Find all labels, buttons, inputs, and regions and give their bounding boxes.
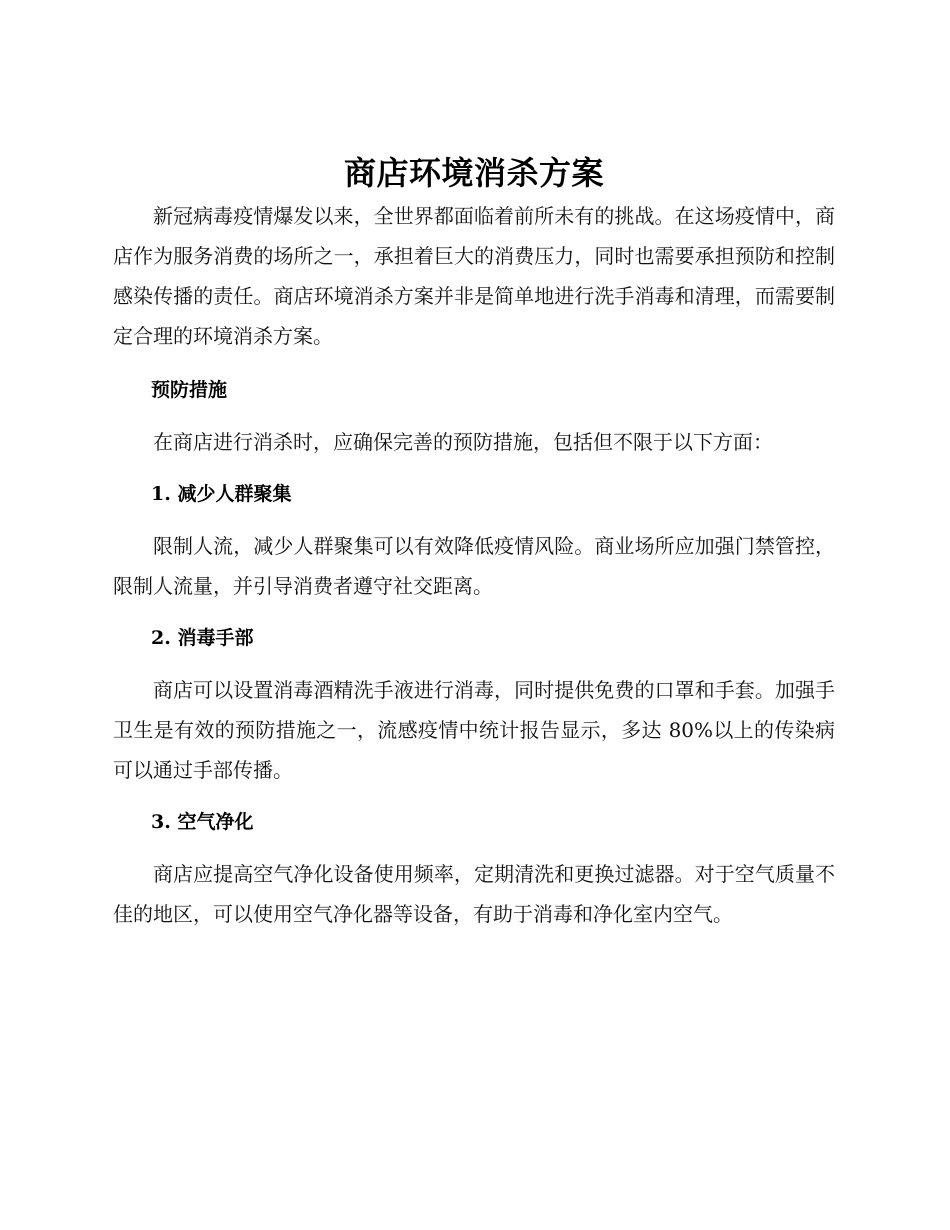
item-heading: 1. 减少人群聚集	[151, 483, 292, 505]
item-paragraph: 商店应提高空气净化设备使用频率，定期清洗和更换过滤器。对于空气质量不佳的地区，可以使用空气净化器等设备，有助于消毒和净化室内空气。	[113, 862, 835, 926]
intro-paragraph: 新冠病毒疫情爆发以来，全世界都面临着前所未有的挑战。在这场疫情中，商店作为服务消费的场所之一，承担着巨大的消费压力，同时也需要承担预防和控制感染传播的责任。商店环境消杀方案并非是简单地进行洗手消毒和清理，而需要制定合理的环境消杀方案。	[113, 204, 835, 348]
item-paragraph: 限制人流，减少人群聚集可以有效降低疫情风险。商业场所应加强门禁管控，限制人流量，并引导消费者遵守社交距离。	[113, 534, 835, 598]
item-paragraph: 商店可以设置消毒酒精洗手液进行消毒，同时提供免费的口罩和手套。加强手卫生是有效的预防措施之一，流感疫情中统计报告显示，多达 80%以上的传染病可以通过手部传播。	[113, 678, 835, 782]
section-heading: 预防措施	[151, 379, 228, 401]
item-heading: 3. 空气净化	[151, 811, 254, 833]
document-title: 商店环境消杀方案	[343, 154, 604, 192]
document-body	[113, 150, 835, 934]
item-heading: 2. 消毒手部	[151, 627, 254, 649]
section-intro-paragraph: 在商店进行消杀时，应确保完善的预防措施，包括但不限于以下方面：	[153, 430, 773, 454]
